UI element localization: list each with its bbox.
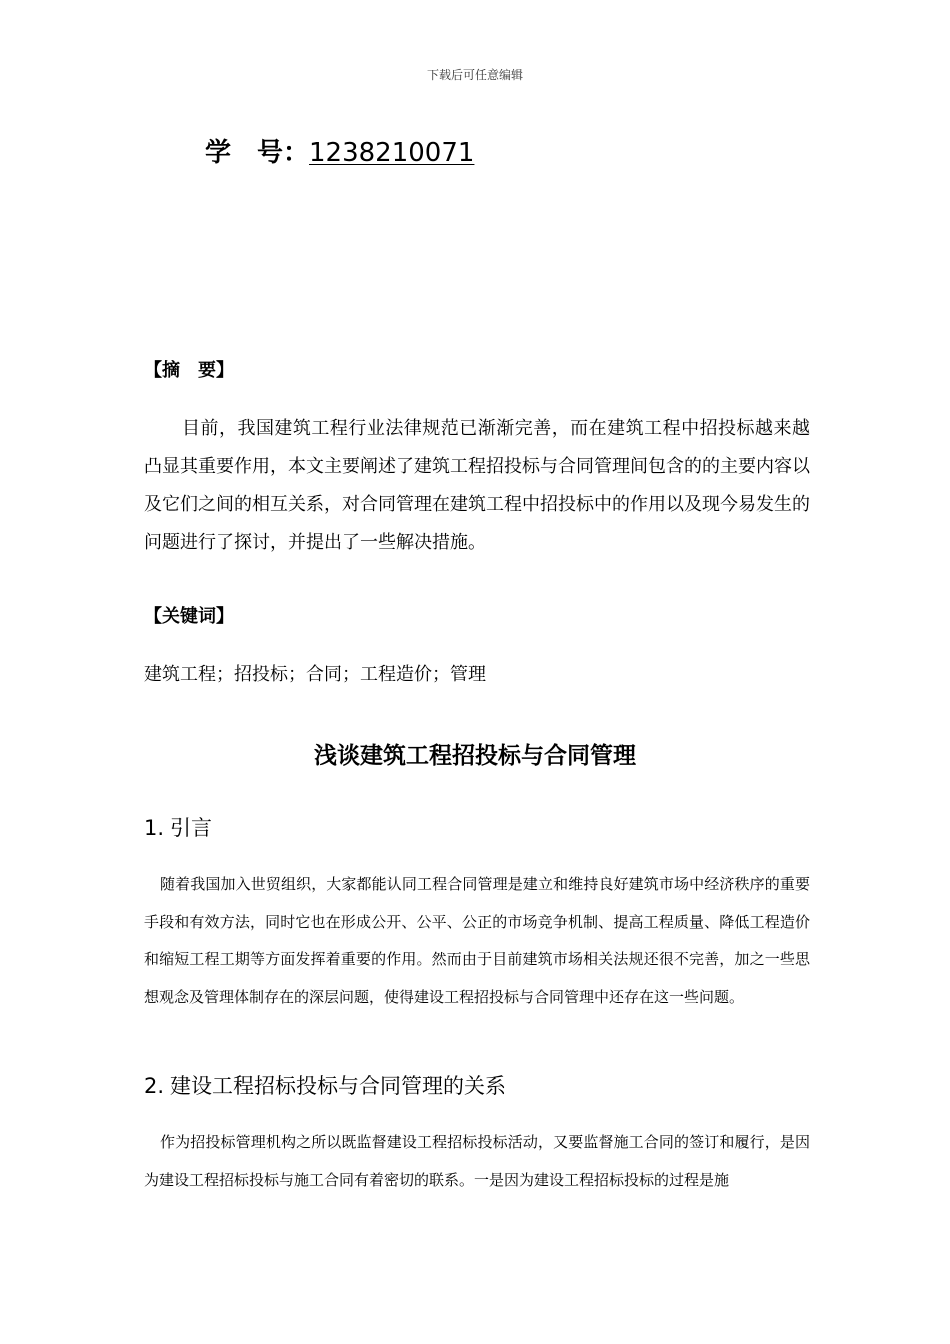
student-id-line bbox=[205, 132, 474, 169]
section-paragraph-relation: 作为招投标管理机构之所以既监督建设工程招标投标活动，又要监督施工合同的签订和履行，是因为建设工程招标投标与施工合同有着密切的联系。一是因为建设工程招标投标的过程是施 bbox=[144, 1133, 810, 1189]
section-paragraph-intro: 随着我国加入世贸组织，大家都能认同工程合同管理是建立和维持良好建筑市场中经济秩序的重要手段和有效方法，同时它也在形成公开、公平、公正的市场竞争机制、提高工程质量、降低工程造价和缩短工程工期等方面发挥着重要的作用。然而由于目前建筑市场相关法规还很不完善，加之一些思想观念及管理体制存在的深层问题，使得建设工程招投标与合同管理中还存在这一些问题。 bbox=[144, 875, 810, 1006]
student-id-label: 学 号： bbox=[205, 138, 310, 168]
abstract-heading: 【摘 要】 bbox=[144, 360, 234, 381]
document-title: 浅谈建筑工程招投标与合同管理 bbox=[314, 743, 636, 769]
page-header-note: 下载后可任意编辑 bbox=[426, 68, 523, 82]
section-title: 建设工程招标投标与合同管理的关系 bbox=[170, 1074, 507, 1098]
student-id-number: 1238210071 bbox=[309, 138, 475, 168]
abstract-text: 目前，我国建筑工程行业法律规范已渐渐完善，而在建筑工程中招投标越来越凸显其重要作用，本文主要阐述了建筑工程招投标与合同管理间包含的的主要内容以及它们之间的相互关系，对合同管理在建筑工程中招投标中的作用以及现今易发生的问题进行了探讨，并提出了一些解决措施。 bbox=[144, 418, 810, 553]
keywords-text: 建筑工程；招投标；合同；工程造价；管理 bbox=[144, 664, 486, 685]
keywords-heading: 【关键词】 bbox=[144, 606, 234, 627]
section-heading-intro bbox=[144, 812, 212, 842]
section-number: 2. bbox=[144, 1074, 165, 1098]
section-heading-relation bbox=[144, 1070, 506, 1100]
section-number: 1. bbox=[144, 816, 165, 840]
section-title: 引言 bbox=[170, 816, 213, 840]
